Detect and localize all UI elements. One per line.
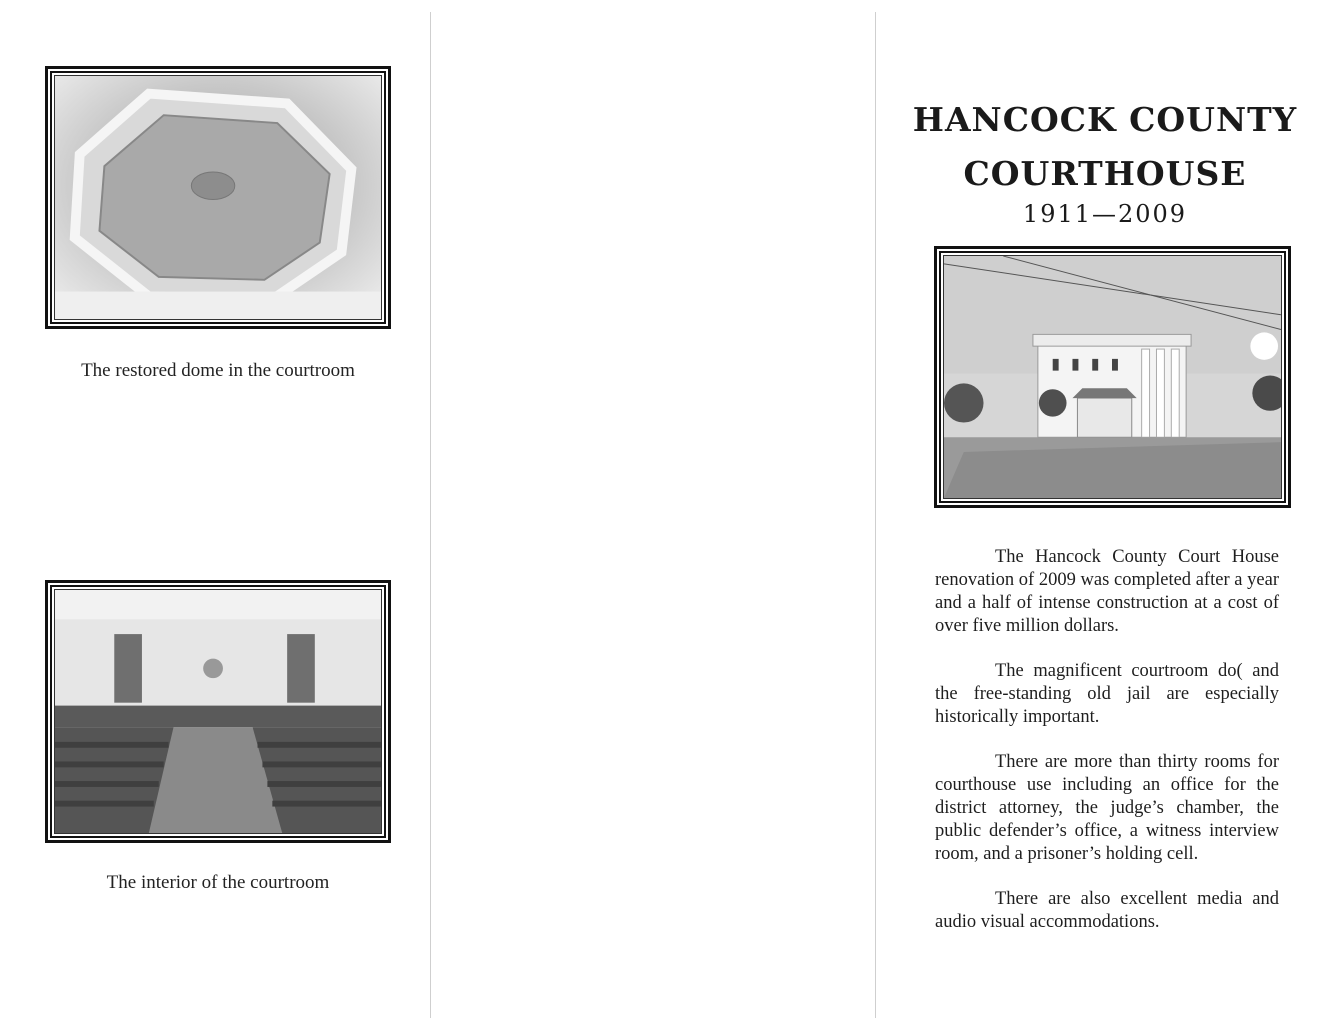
fold-line-right [875, 12, 876, 1018]
dome-caption: The restored dome in the courtroom [81, 360, 355, 381]
paragraph-1: The Hancock County Court House renovation of 2009 was completed after a year and a half of intense construction at a cost of over five million dollars. [935, 547, 1279, 636]
body-text [935, 546, 1279, 956]
paragraph-2: The magnificent courtroom do( and the free-standing old jail are especially historically important. [935, 661, 1279, 727]
dome-image [55, 76, 381, 319]
courthouse-image [944, 256, 1281, 498]
courthouse-photo [934, 246, 1291, 508]
interior-caption: The interior of the courtroom [106, 872, 330, 893]
courtroom-image [55, 590, 381, 833]
courtroom-interior-photo [45, 580, 391, 843]
title-line-2: COURTHOUSE [963, 154, 1247, 193]
title-line-1: HANCOCK COUNTY [912, 100, 1298, 139]
paragraph-3: There are more than thirty rooms for courthouse use including an office for the district attorney, the judge’s chamber, the public defender’s office, a witness interview room, and a prisoner’s holding cell. [935, 752, 1279, 864]
fold-line-left [430, 12, 431, 1018]
paragraph-4: There are also excellent media and audio visual accommodations. [935, 889, 1279, 932]
years: 1911—2009 [1022, 200, 1188, 228]
dome-photo [45, 66, 391, 329]
